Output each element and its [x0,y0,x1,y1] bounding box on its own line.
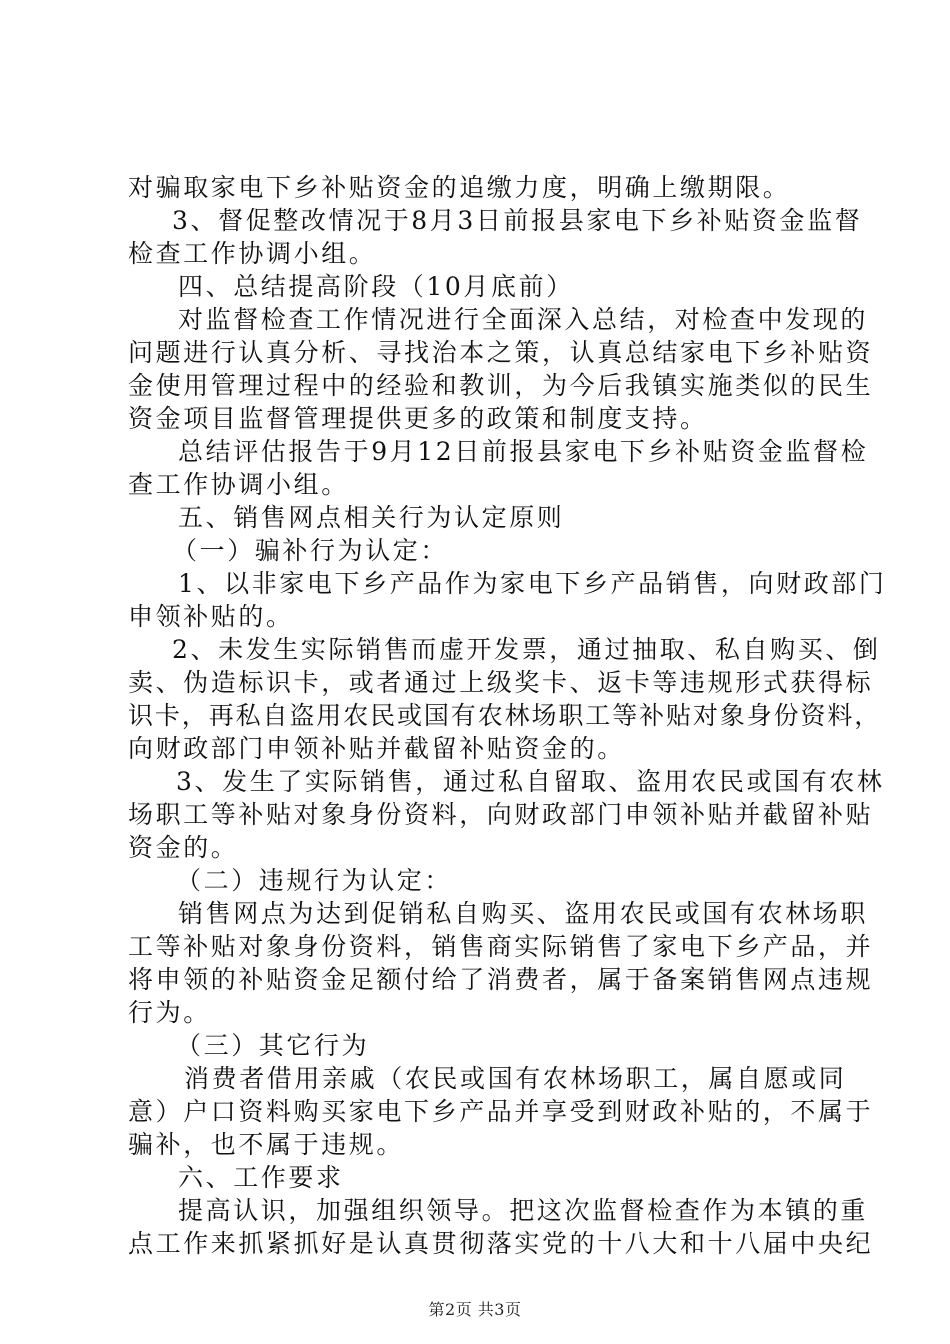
text-line: 意）户口资料购买家电下乡产品并享受到财政补贴的，不属于 [128,1097,874,1126]
text-line: 提高认识，加强组织领导。把这次监督检查作为本镇的重 [178,1196,869,1225]
subsection-heading: （三）其它行为 [176,1031,370,1060]
text-line: 问题进行认真分析、寻找治本之策，认真总结家电下乡补贴资 [128,338,874,367]
text-line: 工等补贴对象身份资料，销售商实际销售了家电下乡产品，并 [128,932,874,961]
text-line: 资金的。 [128,833,239,862]
text-line: 点工作来抓紧抓好是认真贯彻落实党的十八大和十八届中央纪 [128,1229,874,1258]
page-number-footer: 第2页 共3页 [428,1300,522,1319]
text-line: 场职工等补贴对象身份资料，向财政部门申领补贴并截留补贴 [128,800,874,829]
text-line: 卖、伪造标识卡，或者通过上级奖卡、返卡等违规形式获得标 [128,668,874,697]
text-line: 骗补，也不属于违规。 [128,1130,405,1159]
subsection-heading: （一）骗补行为认定： [172,536,449,565]
text-line: 3、督促整改情况于8月3日前报县家电下乡补贴资金监督 [172,206,863,235]
text-line: 向财政部门申领补贴并截留补贴资金的。 [128,734,625,763]
subsection-heading: （二）违规行为认定： [176,866,453,895]
text-line: 识卡，再私自盗用农民或国有农林场职工等补贴对象身份资料， [128,701,882,730]
text-line: 对骗取家电下乡补贴资金的追缴力度，明确上缴期限。 [128,173,791,202]
text-line: 3、发生了实际销售，通过私自留取、盗用农民或国有农林 [176,767,885,796]
text-line: 检查工作协调小组。 [128,239,377,268]
text-line: 1、以非家电下乡产品作为家电下乡产品销售，向财政部门 [178,569,887,598]
section-heading: 六、工作要求 [178,1163,344,1192]
section-heading: 五、销售网点相关行为认定原则 [178,503,565,532]
text-line: 对监督检查工作情况进行全面深入总结，对检查中发现的 [178,305,869,334]
text-line: 总结评估报告于9月12日前报县家电下乡补贴资金监督检 [178,437,869,466]
text-line: 资金项目监督管理提供更多的政策和制度支持。 [128,404,708,433]
text-line: 2、未发生实际销售而虚开发票，通过抽取、私自购买、倒 [172,635,881,664]
text-line: 将申领的补贴资金足额付给了消费者，属于备案销售网点违规 [128,965,874,994]
text-line: 行为。 [128,998,211,1027]
text-line: 申领补贴的。 [128,602,294,631]
text-line: 查工作协调小组。 [128,470,349,499]
text-line: 销售网点为达到促销私自购买、盗用农民或国有农林场职 [178,899,869,928]
text-line: 消费者借用亲戚（农民或国有农林场职工，属自愿或同 [184,1064,847,1093]
text-line: 金使用管理过程中的经验和教训，为今后我镇实施类似的民生 [128,371,874,400]
section-heading: 四、总结提高阶段（10月底前） [178,272,574,301]
